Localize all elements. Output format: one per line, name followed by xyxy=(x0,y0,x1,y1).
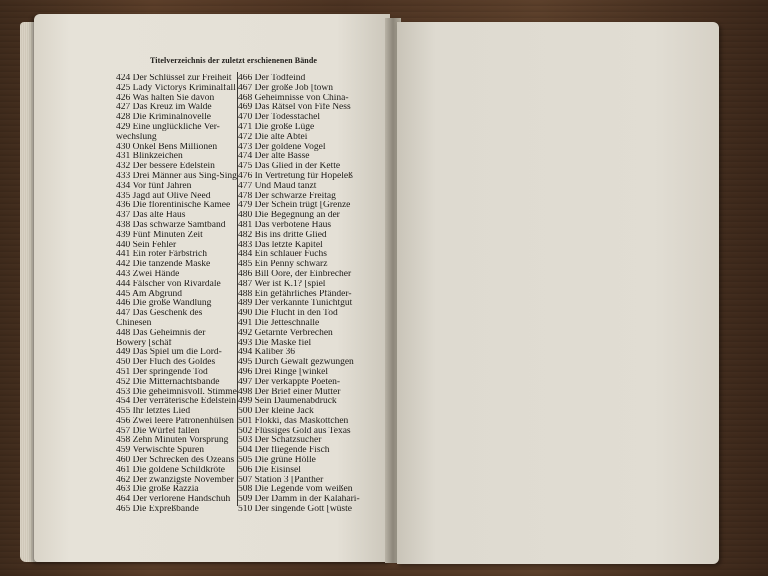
title-entry: 480 Die Begegnung an der xyxy=(238,211,340,221)
title-entry: 476 In Vertretung für Hopeleß xyxy=(238,171,353,181)
title-entry: 486 Bill Oore, der Einbrecher xyxy=(238,269,352,279)
title-entry: 436 Die florentinische Kamee xyxy=(116,201,231,211)
title-entry: 504 Der fliegende Fisch xyxy=(238,446,330,456)
title-entry: 478 Der schwarze Freitag xyxy=(238,191,336,201)
title-list-right xyxy=(238,74,374,515)
title-entry: 435 Jagd auf Olive Need xyxy=(116,191,211,201)
page-title: Titelverzeichnis der zuletzt erschienenen Bände xyxy=(150,56,318,65)
title-entry: 501 Flokki, das Maskottchen xyxy=(238,416,349,426)
title-entry: 458 Zehn Minuten Vorsprung xyxy=(116,436,229,446)
title-entry: 482 Bis ins dritte Glied xyxy=(238,230,327,240)
title-entry: 479 Der Schein trügt [Grenze xyxy=(238,201,351,211)
title-list-left xyxy=(116,74,242,515)
title-entry: 456 Zwei leere Patronenhülsen xyxy=(116,416,234,426)
title-entry: 485 Ein Penny schwarz xyxy=(238,260,328,270)
title-entry: 467 Der große Job [town xyxy=(238,83,333,93)
title-entry: 473 Der goldene Vogel xyxy=(238,142,326,152)
title-entry: 468 Geheimnisse von China- xyxy=(238,93,349,103)
title-entry: 495 Durch Gewalt gezwungen xyxy=(238,358,354,368)
title-entry: 454 Der verräterische Edelstein xyxy=(116,397,237,407)
title-entry: 434 Vor fünf Jahren xyxy=(116,181,192,191)
title-entry: 503 Der Schatzsucher xyxy=(238,436,322,446)
title-entry: 461 Die goldene Schildkröte xyxy=(116,465,225,475)
title-entry: 427 Das Kreuz im Walde xyxy=(116,103,212,113)
title-entry: 509 Der Damm in der Kalahari- xyxy=(238,495,360,505)
title-entry: Bowery [schäf xyxy=(116,338,172,348)
title-entry: 471 Die große Lüge xyxy=(238,122,315,132)
title-entry: 466 Der Todfeind xyxy=(238,74,306,83)
title-entry: 491 Die Jetteschnalle xyxy=(238,318,320,328)
title-entry: 487 Wer ist K.1? [spiel xyxy=(238,279,326,289)
title-entry: wechslung xyxy=(116,132,157,142)
title-entry: 447 Das Geschenk des xyxy=(116,309,203,319)
title-entry: 448 Das Geheimnis der xyxy=(116,328,206,338)
title-entry: 475 Das Glied in der Kette xyxy=(238,162,341,172)
title-entry: 455 Ihr letztes Lied xyxy=(116,407,191,417)
title-entry: 449 Das Spiel um die Lord- xyxy=(116,348,222,358)
title-entry: 510 Der singende Gott [wüste xyxy=(238,505,352,515)
title-entry: 426 Was halten Sie davon xyxy=(116,93,215,103)
title-entry: 451 Der springende Tod xyxy=(116,367,208,377)
title-entry: 452 Die Mitternachtsbande xyxy=(116,377,220,387)
title-entry: 493 Die Maske fiel xyxy=(238,338,312,348)
title-entry: 497 Der verkappte Poeten- xyxy=(238,377,341,387)
title-entry: 460 Der Schrecken des Ozeans xyxy=(116,456,235,466)
title-entry: 502 Flüssiges Gold aus Texas xyxy=(238,426,351,436)
title-entry: 442 Die tanzende Maske xyxy=(116,260,211,270)
title-entry: 470 Der Todesstachel xyxy=(238,113,320,123)
title-entry: 463 Die große Razzia xyxy=(116,485,199,495)
title-entry: Chinesen xyxy=(116,318,152,328)
title-entry: 433 Drei Männer aus Sing-Sing xyxy=(116,171,237,181)
title-entry: 506 Die Eisinsel xyxy=(238,465,301,475)
title-entry: 508 Die Legende vom weißen xyxy=(238,485,353,495)
title-entry: 462 Der zwanzigste November xyxy=(116,475,234,485)
right-page-blank xyxy=(397,22,719,564)
title-entry: 429 Eine unglückliche Ver- xyxy=(116,122,220,132)
title-entry: 489 Der verkannte Tunichtgut xyxy=(238,299,353,309)
title-entry: 441 Ein roter Färbstrich xyxy=(116,250,208,260)
title-entry: 431 Blinkzeichen xyxy=(116,152,183,162)
title-entry: 469 Das Rätsel von Fife Ness xyxy=(238,103,351,113)
title-entry: 488 Ein gefährliches Pfänder- xyxy=(238,289,352,299)
title-entry: 440 Sein Fehler xyxy=(116,240,177,250)
title-entry: 472 Die alte Abtei xyxy=(238,132,308,142)
title-entry: 432 Der bessere Edelstein xyxy=(116,162,215,172)
title-entry: 507 Station 3 [Panther xyxy=(238,475,324,485)
title-entry: 457 Die Würfel fallen xyxy=(116,426,200,436)
title-entry: 446 Die große Wandlung xyxy=(116,299,212,309)
title-entry: 496 Drei Ringe [winkel xyxy=(238,367,328,377)
title-entry: 459 Verwischte Spuren xyxy=(116,446,204,456)
title-entry: 483 Das letzte Kapitel xyxy=(238,240,323,250)
title-entry: 492 Getarnte Verbrechen xyxy=(238,328,333,338)
title-entry: 477 Und Maud tanzt xyxy=(238,181,317,191)
title-entry: 430 Onkel Bens Millionen xyxy=(116,142,218,152)
title-entry: 437 Das alte Haus xyxy=(116,211,186,221)
title-entry: 438 Das schwarze Samtband xyxy=(116,220,226,230)
title-entry: 490 Die Flucht in den Tod xyxy=(238,309,338,319)
title-entry: 428 Die Kriminalnovelle xyxy=(116,113,211,123)
title-entry: 494 Kaliber 36 xyxy=(238,348,295,358)
title-entry: 444 Fälscher von Rivardale xyxy=(116,279,221,289)
title-entry: 484 Ein schlauer Fuchs xyxy=(238,250,327,260)
title-entry: 474 Der alte Basse xyxy=(238,152,310,162)
title-entry: 481 Das verbotene Haus xyxy=(238,220,332,230)
title-entry: 500 Der kleine Jack xyxy=(238,407,314,417)
title-entry: 498 Der Brief einer Mutter xyxy=(238,387,341,397)
title-entry: 425 Lady Victorys Kriminalfall xyxy=(116,83,236,93)
title-entry: 450 Der Fluch des Goldes xyxy=(116,358,216,368)
title-entry: 465 Die Expreßbande xyxy=(116,505,199,515)
title-entry: 424 Der Schlüssel zur Freiheit xyxy=(116,74,232,83)
title-entry: 505 Die grüne Hölle xyxy=(238,456,316,466)
title-entry: 445 Am Abgrund xyxy=(116,289,182,299)
title-entry: 464 Der verlorene Handschuh xyxy=(116,495,231,505)
title-entry: 443 Zwei Hände xyxy=(116,269,180,279)
title-entry: 499 Sein Daumenabdruck xyxy=(238,397,337,407)
title-entry: 453 Die geheimnisvoll. Stimme xyxy=(116,387,237,397)
title-entry: 439 Fünf Minuten Zeit xyxy=(116,230,203,240)
